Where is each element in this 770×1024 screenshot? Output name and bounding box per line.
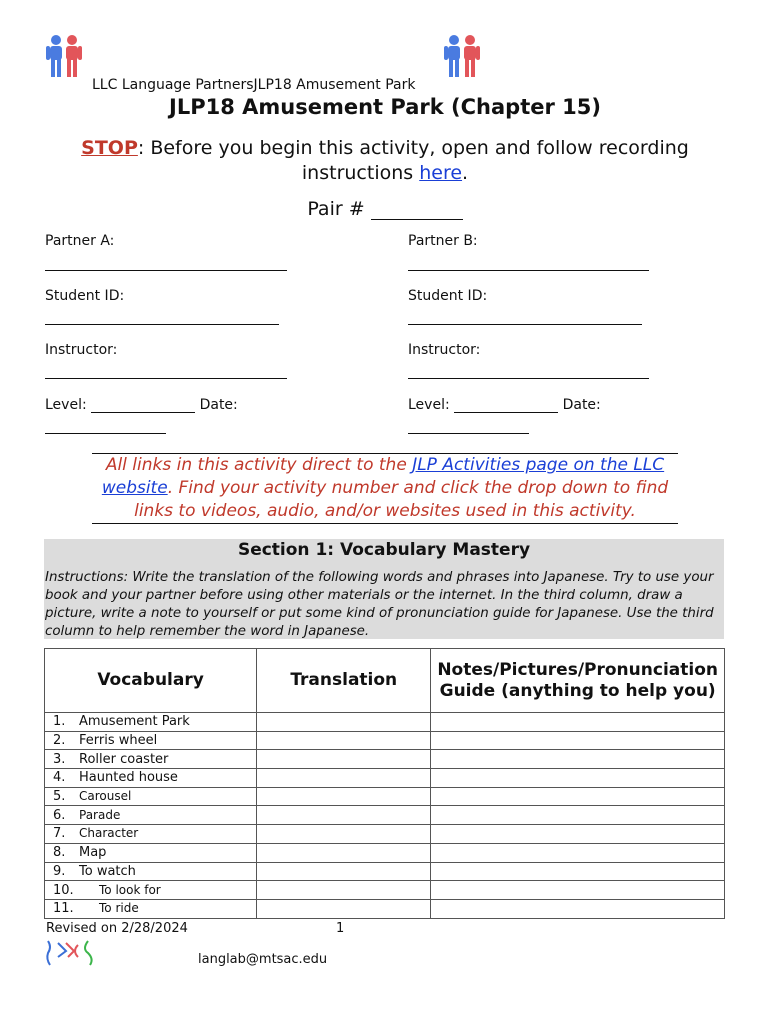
notes-cell[interactable]: [431, 731, 725, 750]
vocab-number: 8.: [53, 845, 66, 861]
translation-cell[interactable]: [257, 731, 431, 750]
stop-text: : Before you begin this activity, open and follow recording instructions: [137, 137, 689, 184]
vocab-number: 10.: [53, 882, 74, 898]
date-b-field[interactable]: [408, 433, 529, 434]
notes-cell[interactable]: [431, 787, 725, 806]
date-a-label: Date:: [199, 397, 238, 413]
table-row: [45, 899, 725, 918]
notes-cell[interactable]: [431, 862, 725, 881]
vocab-number: 6.: [53, 807, 66, 823]
jlp-activities-link[interactable]: JLP Activities page on the LLC website: [101, 455, 665, 498]
vocab-word: Map: [79, 845, 107, 861]
header-notes: Notes/Pictures/Pronunciation Guide (anything to help you): [431, 649, 725, 713]
table-row: [45, 825, 725, 844]
partner-b-label: Partner B:: [408, 233, 478, 249]
table-row: [45, 787, 725, 806]
vocab-word: Carousel: [79, 789, 132, 804]
notes-cell[interactable]: [431, 843, 725, 862]
vocab-word: Ferris wheel: [79, 733, 158, 749]
table-row: [45, 843, 725, 862]
vocab-word: Parade: [79, 807, 121, 822]
pair-number: [0, 198, 770, 220]
instructor-a-field[interactable]: [45, 378, 287, 379]
vocab-cell: [45, 843, 257, 862]
translation-cell[interactable]: [257, 806, 431, 825]
table-row: [45, 769, 725, 788]
vocabulary-table: [44, 648, 725, 919]
translation-cell[interactable]: [257, 862, 431, 881]
vocab-number: 5.: [53, 789, 66, 805]
pair-label: Pair #: [307, 198, 365, 220]
date-b-label: Date:: [562, 397, 601, 413]
table-row: [45, 806, 725, 825]
notes-cell[interactable]: [431, 806, 725, 825]
vocab-cell: [45, 899, 257, 918]
instructor-b-field[interactable]: [408, 378, 649, 379]
recording-instructions-link[interactable]: here: [419, 162, 463, 184]
header-vocabulary: Vocabulary: [45, 649, 257, 713]
vocab-cell: [45, 825, 257, 844]
section-title: Section 1: Vocabulary Mastery: [237, 540, 531, 560]
translation-cell[interactable]: [257, 843, 431, 862]
level-b-field[interactable]: [454, 398, 558, 413]
vocab-word: Haunted house: [79, 770, 178, 786]
stop-word: STOP: [81, 137, 138, 159]
section-box: [44, 539, 724, 639]
partner-b-field[interactable]: [408, 270, 649, 271]
contact-email: langlab@mtsac.edu: [198, 952, 328, 967]
partner-a-field[interactable]: [45, 270, 287, 271]
stop-text-end: .: [462, 162, 469, 184]
vocab-number: 7.: [53, 826, 66, 842]
people-icon: [442, 34, 482, 78]
vocab-word: To watch: [79, 863, 136, 879]
student-id-a-label: Student ID:: [45, 288, 125, 304]
notes-cell[interactable]: [431, 881, 725, 900]
vocab-number: 4.: [53, 770, 66, 786]
vocab-number: 11.: [53, 901, 74, 917]
notes-cell[interactable]: [431, 750, 725, 769]
level-b-label: Level:: [408, 397, 450, 413]
vocab-word: Amusement Park: [79, 714, 190, 730]
vocab-number: 3.: [53, 751, 66, 767]
table-row: [45, 713, 725, 732]
table-row: [45, 731, 725, 750]
translation-cell[interactable]: [257, 787, 431, 806]
header-translation: Translation: [257, 649, 431, 713]
vocab-word: Roller coaster: [79, 751, 169, 767]
vocab-word: To look for: [99, 882, 161, 897]
people-icon: [44, 34, 84, 78]
vocab-cell: [45, 750, 257, 769]
table-row: [45, 750, 725, 769]
notes-cell[interactable]: [431, 825, 725, 844]
header-text: LLC Language PartnersJLP18 Amusement Park: [92, 77, 416, 93]
partner-a-label: Partner A:: [45, 233, 115, 249]
vocab-number: 2.: [53, 733, 66, 749]
revised-date: Revised on 2/28/2024: [46, 921, 188, 936]
student-id-b-field[interactable]: [408, 324, 642, 325]
date-a-field[interactable]: [45, 433, 166, 434]
vocab-word: Character: [79, 826, 139, 841]
llc-logo-icon: [44, 937, 100, 967]
vocab-number: 1.: [53, 714, 66, 730]
vocab-cell: [45, 787, 257, 806]
notes-cell[interactable]: [431, 899, 725, 918]
student-id-b-label: Student ID:: [408, 288, 488, 304]
stop-instructions: [40, 136, 730, 186]
vocab-cell: [45, 881, 257, 900]
translation-cell[interactable]: [257, 899, 431, 918]
student-id-a-field[interactable]: [45, 324, 279, 325]
level-a-field[interactable]: [91, 398, 195, 413]
table-row: [45, 862, 725, 881]
instructor-b-label: Instructor:: [408, 342, 481, 358]
links-note: [92, 453, 678, 524]
page-title: JLP18 Amusement Park (Chapter 15): [169, 95, 601, 119]
translation-cell[interactable]: [257, 713, 431, 732]
note-text: All links in this activity direct to the: [105, 455, 413, 475]
level-a: [45, 397, 238, 413]
notes-cell[interactable]: [431, 769, 725, 788]
level-b: [408, 397, 601, 413]
table-header-row: [45, 649, 725, 713]
note-text-end: . Find your activity number and click the drop down to find links to videos, audio, and/or websites used in this activity.: [134, 478, 669, 521]
vocab-cell: [45, 806, 257, 825]
translation-cell[interactable]: [257, 769, 431, 788]
vocab-cell: [45, 862, 257, 881]
notes-cell[interactable]: [431, 713, 725, 732]
instructor-a-label: Instructor:: [45, 342, 118, 358]
vocab-cell: [45, 713, 257, 732]
section-instructions: Instructions: Write the translation of the following words and phrases into Japanese. Try to use your book and your partner before using other materials or the internet. In the third column, draw a picture, write a note to yourself or put some kind of pronunciation guide for Japanese. Use the third column to help remember the word in Japanese.: [45, 570, 714, 639]
table-row: [45, 881, 725, 900]
page-number: 1: [336, 921, 345, 936]
pair-number-field[interactable]: [371, 199, 463, 220]
translation-cell[interactable]: [257, 881, 431, 900]
translation-cell[interactable]: [257, 825, 431, 844]
level-a-label: Level:: [45, 397, 87, 413]
vocab-cell: [45, 731, 257, 750]
vocab-word: To ride: [99, 901, 139, 916]
translation-cell[interactable]: [257, 750, 431, 769]
vocab-number: 9.: [53, 863, 66, 879]
vocab-cell: [45, 769, 257, 788]
